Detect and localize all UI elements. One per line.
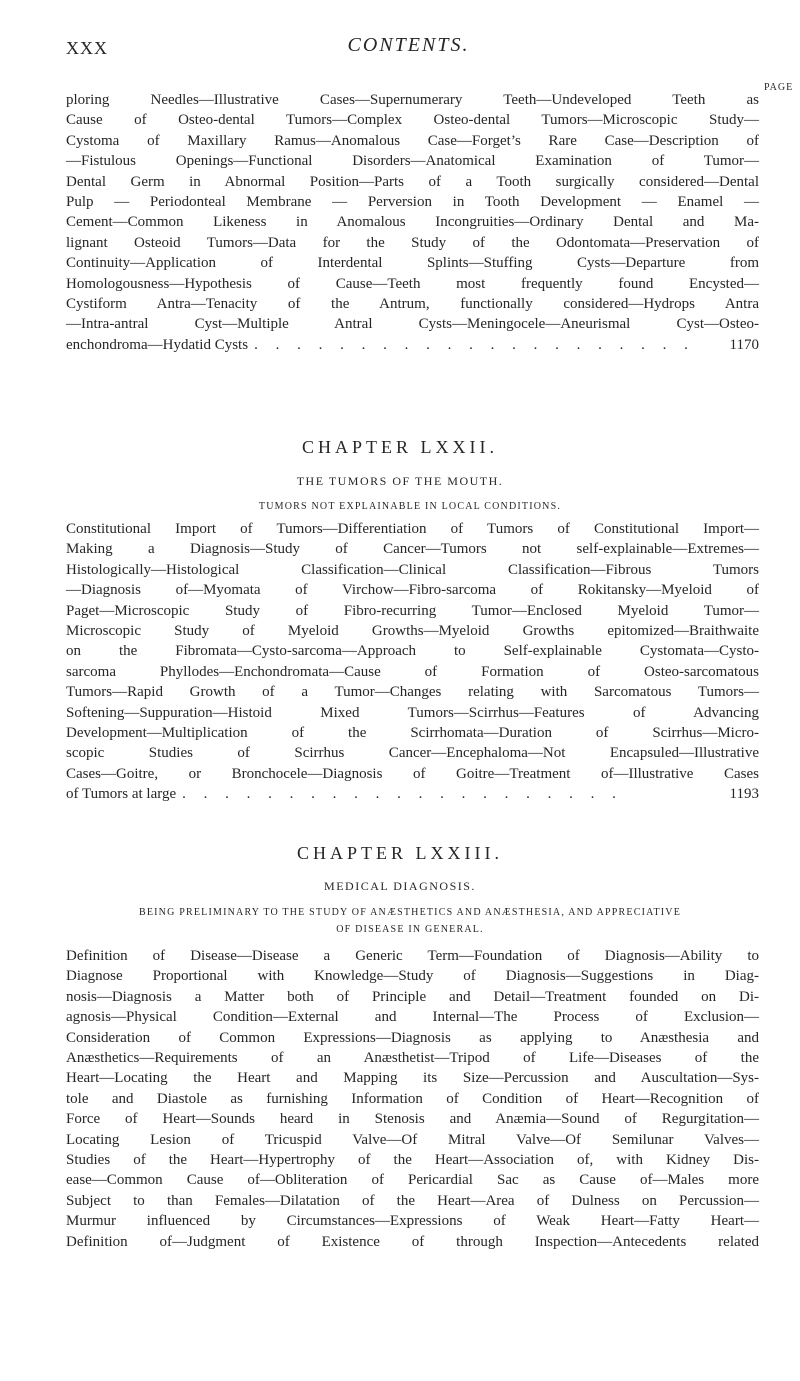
- text-line: —Diagnosis of—Myomata of Virchow—Fibro-sarcoma of Rokitansky—Myeloid of: [66, 582, 759, 599]
- text-line: Softening—Suppuration—Histoid Mixed Tumors—Scirrhus—Features of Advancing: [66, 704, 759, 721]
- leader-dots: . . . . . . . . . . . . . . . . . . . . .: [254, 336, 695, 353]
- chapter-73-subtitle-line-1: BEING PRELIMINARY TO THE STUDY OF ANÆSTHETICS AND ANÆSTHESIA, AND APPRECIATIVE: [138, 907, 682, 918]
- entry-last-line-text: enchondroma—Hydatid Cysts: [66, 336, 249, 353]
- chapter-72-summary: [66, 519, 759, 805]
- page-column-label: PAGE: [764, 82, 794, 93]
- leader-dots: . . . . . . . . . . . . . . . . . . . . .: [182, 786, 623, 803]
- text-line: scopic Studies of Scirrhus Cancer—Encephaloma—Not Encapsuled—Illustrative: [66, 745, 759, 762]
- entry-last-line: [66, 335, 759, 355]
- entry-last-line: [66, 784, 759, 804]
- text-line: Tumors—Rapid Growth of a Tumor—Changes relating with Sarcomatous Tumors—: [66, 684, 759, 701]
- text-line: Constitutional Import of Tumors—Differentiation of Tumors of Constitutional Import—: [66, 521, 759, 537]
- chapter-73-subtitle-line-2: OF DISEASE IN GENERAL.: [336, 924, 484, 935]
- text-line: Force of Heart—Sounds heard in Stenosis and Anæmia—Sound of Regurgitation—: [66, 1111, 759, 1128]
- text-line: Microscopic Study of Myeloid Growths—Myeloid Growths epitomized—Braithwaite: [66, 623, 759, 640]
- entry-last-line-text: of Tumors at large: [66, 786, 177, 803]
- text-line: agnosis—Physical Condition—External and Internal—The Process of Exclusion—: [66, 1009, 759, 1026]
- text-line: Cystiform Antra—Tenacity of the Antrum, functionally considered—Hydrops Antra: [66, 296, 759, 313]
- text-line: Making a Diagnosis—Study of Cancer—Tumors not self-explainable—Extremes—: [66, 541, 759, 558]
- chapter-72-subtitle: TUMORS NOT EXPLAINABLE IN LOCAL CONDITIONS.: [258, 501, 562, 512]
- text-line: Locating Lesion of Tricuspid Valve—Of Mitral Valve—Of Semilunar Valves—: [66, 1131, 759, 1148]
- chapter-72-heading: CHAPTER LXXII.: [302, 437, 498, 457]
- text-line: Definition of—Judgment of Existence of through Inspection—Antecedents related: [66, 1233, 759, 1250]
- chapter-72-title: THE TUMORS OF THE MOUTH.: [296, 474, 504, 488]
- page-number: XXX: [66, 38, 108, 58]
- text-line: lignant Osteoid Tumors—Data for the Study of the Odontomata—Preservation of: [66, 234, 759, 251]
- text-line: Pulp — Periodonteal Membrane — Perversion in Tooth Development — Enamel —: [66, 194, 759, 211]
- text-line: Homologousness—Hypothesis of Cause—Teeth most frequently found Encysted—: [66, 275, 759, 292]
- text-line: Cement—Common Likeness in Anomalous Incongruities—Ordinary Dental and Ma-: [66, 214, 759, 231]
- text-line: Heart—Locating the Heart and Mapping its Size—Percussion and Auscultation—Sys-: [66, 1070, 759, 1087]
- text-line: Cases—Goitre, or Bronchocele—Diagnosis of Goitre—Treatment of—Illustrative Cases: [66, 765, 759, 782]
- entry-page-number: 1193: [729, 786, 759, 803]
- text-line: sarcoma Phyllodes—Enchondromata—Cause of Formation of Osteo-sarcomatous: [66, 663, 759, 680]
- text-line: Cystoma of Maxillary Ramus—Anomalous Case—Forget’s Rare Case—Description of: [66, 132, 759, 149]
- text-line: Paget—Microscopic Study of Fibro-recurring Tumor—Enclosed Myeloid Tumor—: [66, 602, 759, 619]
- text-line: tole and Diastole as furnishing Information of Condition of Heart—Recognition of: [66, 1090, 759, 1107]
- text-line: Continuity—Application of Interdental Splints—Stuffing Cysts—Departure from: [66, 255, 759, 272]
- running-title: CONTENTS.: [347, 34, 470, 56]
- running-head: [66, 34, 751, 64]
- chapter-73-summary: [66, 946, 759, 1252]
- text-line: Studies of the Heart—Hypertrophy of the Heart—Association of, with Kidney Dis-: [66, 1152, 759, 1169]
- text-line: —Intra-antral Cyst—Multiple Antral Cysts—Meningocele—Aneurismal Cyst—Osteo-: [66, 316, 759, 333]
- text-line: Histologically—Histological Classification—Clinical Classification—Fibrous Tumors: [66, 561, 759, 578]
- text-line: Definition of Disease—Disease a Generic Term—Foundation of Diagnosis—Ability to: [66, 948, 759, 964]
- text-line: Diagnose Proportional with Knowledge—Study of Diagnosis—Suggestions in Diag-: [66, 968, 759, 985]
- text-line: Murmur influenced by Circumstances—Expressions of Weak Heart—Fatty Heart—: [66, 1213, 759, 1230]
- text-line: Consideration of Common Expressions—Diagnosis as applying to Anæsthesia and: [66, 1029, 759, 1046]
- text-line: on the Fibromata—Cysto-sarcoma—Approach to Self-explainable Cystomata—Cysto-: [66, 643, 759, 660]
- text-line: Dental Germ in Abnormal Position—Parts of a Tooth surgically considered—Dental: [66, 173, 759, 190]
- chapter-73-title: MEDICAL DIAGNOSIS.: [324, 879, 476, 893]
- text-line: nosis—Diagnosis a Matter both of Principle and Detail—Treatment founded on Di-: [66, 988, 759, 1005]
- text-line: ploring Needles—Illustrative Cases—Supernumerary Teeth—Undeveloped Teeth as: [66, 92, 759, 108]
- chapter-73-subtitle: [60, 904, 760, 938]
- chapter-73-heading: CHAPTER LXXIII.: [297, 843, 503, 863]
- text-line: Cause of Osteo-dental Tumors—Complex Osteo-dental Tumors—Microscopic Study—: [66, 112, 759, 129]
- text-line: —Fistulous Openings—Functional Disorders—Anatomical Examination of Tumor—: [66, 153, 759, 170]
- text-line: ease—Common Cause of—Obliteration of Pericardial Sac as Cause of—Males more: [66, 1172, 759, 1189]
- entry-page-number: 1170: [729, 336, 759, 353]
- text-line: Development—Multiplication of the Scirrhomata—Duration of Scirrhus—Micro-: [66, 725, 759, 742]
- section-continuation-entry: [66, 90, 759, 355]
- text-line: Anæsthetics—Requirements of an Anæsthetist—Tripod of Life—Diseases of the: [66, 1050, 759, 1067]
- text-line: Subject to than Females—Dilatation of the Heart—Area of Dulness on Percussion—: [66, 1192, 759, 1209]
